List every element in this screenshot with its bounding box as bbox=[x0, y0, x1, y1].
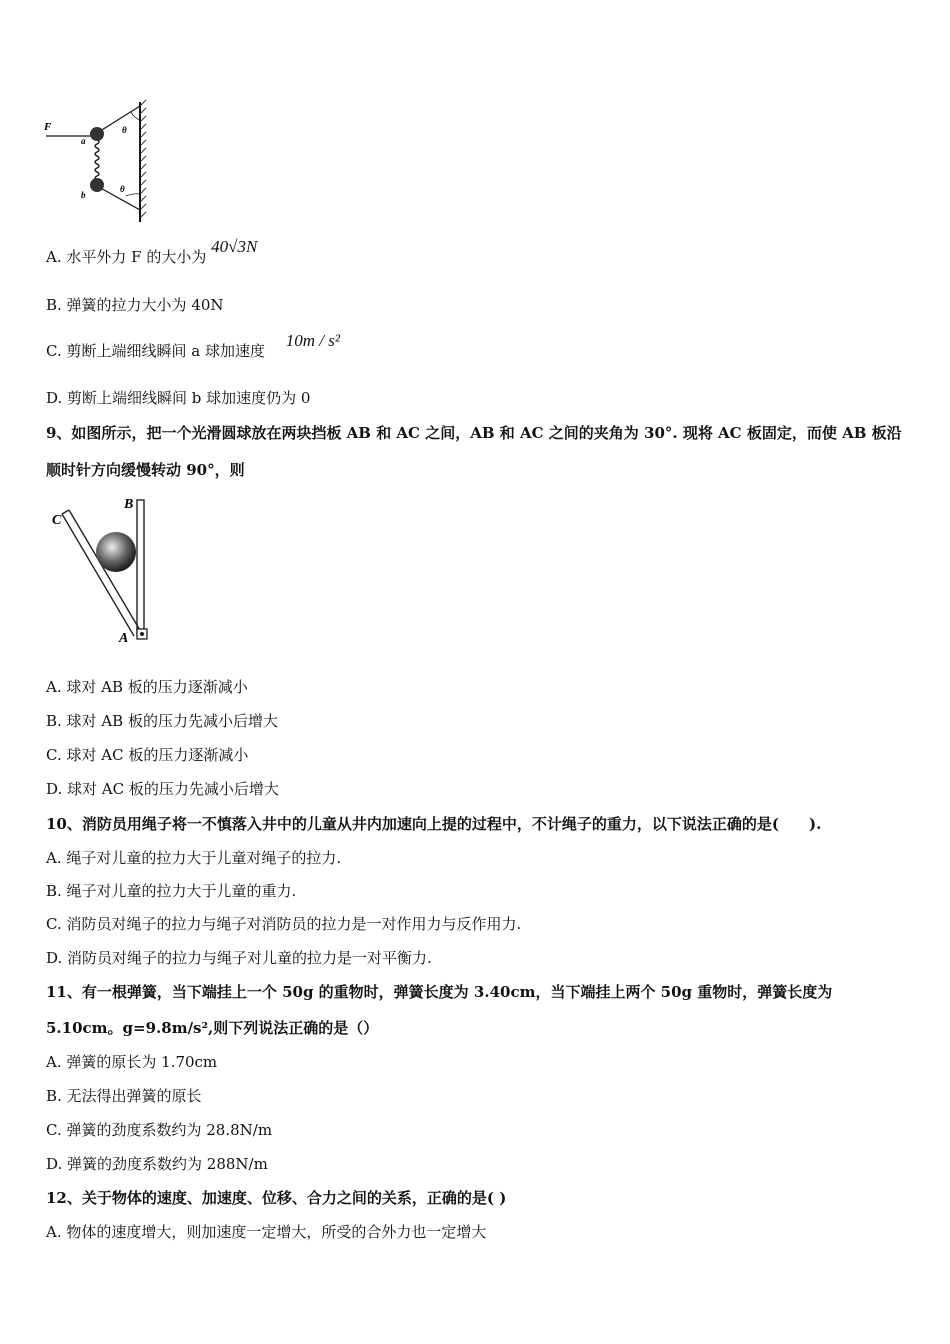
q10-stem: 10、消防员用绳子将一不慎落入井中的儿童从井内加速向上提的过程中，不计绳子的重力，以下说法正确的是( ). bbox=[46, 815, 822, 833]
q8-option-c-value: 10m / s² bbox=[285, 331, 340, 350]
q10-option-a: A. 绳子对儿童的拉力大于儿童对绳子的拉力. bbox=[46, 849, 342, 867]
q8-option-c-text: C. 剪断上端细线瞬间 a 球加速度 bbox=[46, 342, 265, 360]
q8-option-a bbox=[46, 237, 258, 267]
figure-spring-balls bbox=[40, 98, 160, 228]
q9-option-b: B. 球对 AB 板的压力先减小后增大 bbox=[46, 712, 278, 730]
q8-option-c bbox=[46, 331, 340, 361]
q8-option-d: D. 剪断上端细线瞬间 b 球加速度仍为 0 bbox=[46, 389, 311, 407]
q9-option-a: A. 球对 AB 板的压力逐渐减小 bbox=[46, 678, 248, 696]
q9-option-d: D. 球对 AC 板的压力先减小后增大 bbox=[46, 780, 279, 798]
q11-stem-line1: 11、有一根弹簧，当下端挂上一个 50g 的重物时，弹簧长度为 3.40cm，当下端挂上两个 50g 重物时，弹簧长度为 bbox=[46, 983, 833, 1001]
q8-option-b: B. 弹簧的拉力大小为 40N bbox=[46, 296, 224, 314]
force-label: F bbox=[44, 121, 52, 133]
q11-option-c: C. 弹簧的劲度系数约为 28.8N/m bbox=[46, 1121, 273, 1139]
angle-top-label: θ bbox=[122, 125, 127, 135]
q12-option-a: A. 物体的速度增大，则加速度一定增大，所受的合外力也一定增大 bbox=[46, 1223, 487, 1241]
ball-b-label: b bbox=[81, 190, 86, 200]
board-c-label: C bbox=[52, 513, 62, 528]
q11-stem-line2: 5.10cm。g=9.8m/s²,则下列说法正确的是（） bbox=[46, 1019, 379, 1037]
q9-stem-line2: 顺时针方向缓慢转动 90°，则 bbox=[46, 461, 245, 479]
q9-option-c: C. 球对 AC 板的压力逐渐减小 bbox=[46, 746, 249, 764]
q10-option-d: D. 消防员对绳子的拉力与绳子对儿童的拉力是一对平衡力. bbox=[46, 949, 432, 967]
ball-a-label: a bbox=[81, 136, 86, 146]
q10-option-b: B. 绳子对儿童的拉力大于儿童的重力. bbox=[46, 882, 297, 900]
q12-stem: 12、关于物体的速度、加速度、位移、合力之间的关系，正确的是( ) bbox=[46, 1189, 507, 1207]
q10-option-c: C. 消防员对绳子的拉力与绳子对消防员的拉力是一对作用力与反作用力. bbox=[46, 915, 522, 933]
figure-ball-between-boards bbox=[44, 490, 164, 650]
point-a-label: A bbox=[119, 631, 129, 646]
q9-stem-line1: 9、如图所示，把一个光滑圆球放在两块挡板 AB 和 AC 之间，AB 和 AC 之间的夹角为 30°. 现将 AC 板固定，而使 AB 板沿 bbox=[46, 424, 902, 442]
angle-bottom-label: θ bbox=[120, 184, 125, 194]
q11-option-a: A. 弹簧的原长为 1.70cm bbox=[46, 1053, 218, 1071]
q11-option-b: B. 无法得出弹簧的原长 bbox=[46, 1087, 202, 1105]
q8-option-a-value: 40√3N bbox=[211, 237, 258, 256]
q8-option-a-text: A. 水平外力 F 的大小为 bbox=[46, 248, 207, 266]
board-b-label: B bbox=[124, 497, 134, 512]
q11-option-d: D. 弹簧的劲度系数约为 288N/m bbox=[46, 1155, 268, 1173]
